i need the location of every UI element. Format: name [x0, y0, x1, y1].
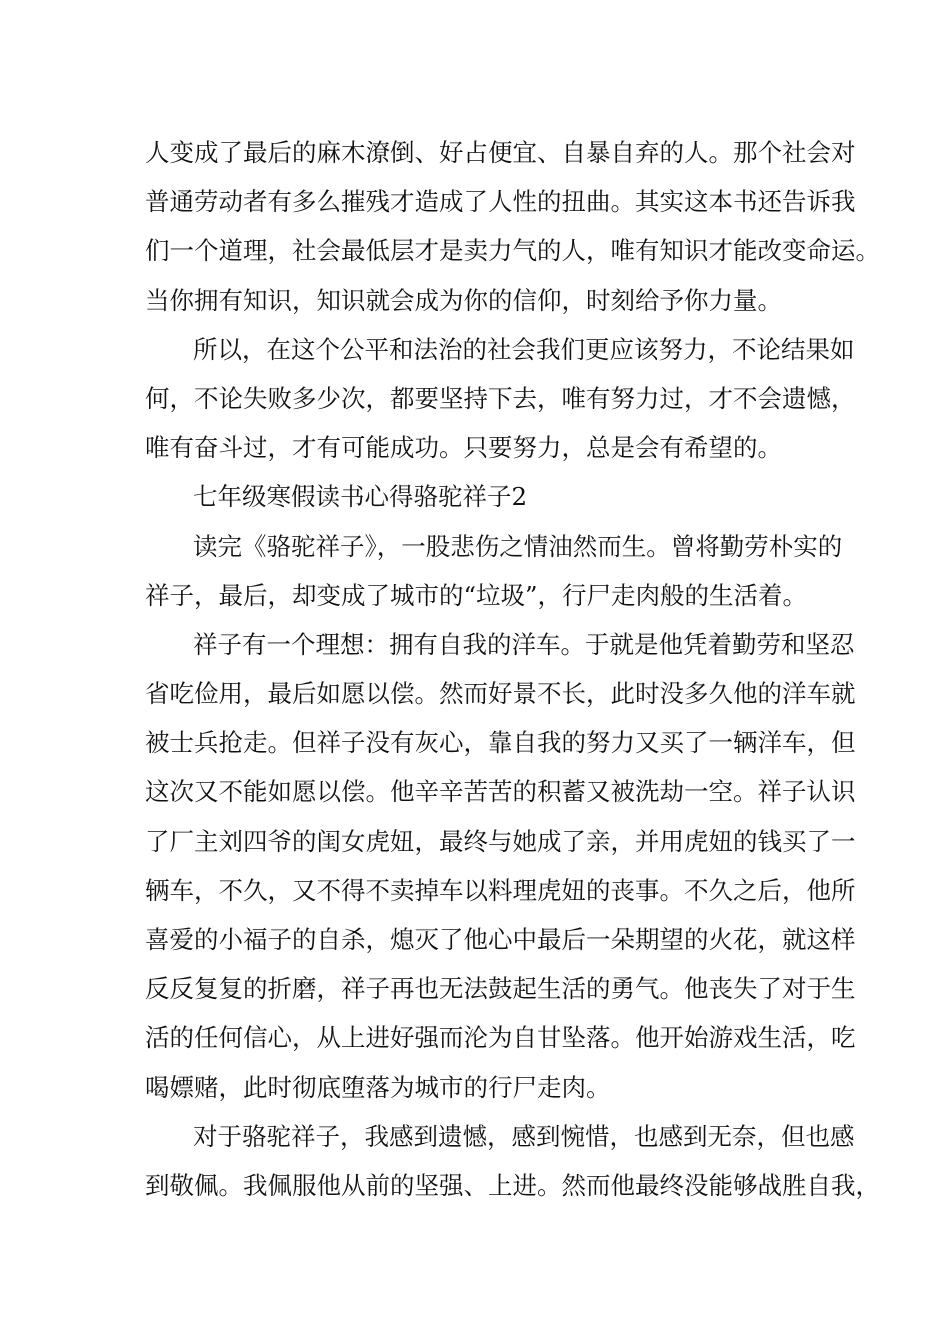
- paragraph-first-line: 对于骆驼祥子，我感到遗憾，感到惋惜，也感到无奈，但也感: [193, 1121, 855, 1151]
- text-line: 这次又不能如愿以偿。他辛辛苦苦的积蓄又被洗劫一空。祥子认识: [145, 777, 856, 807]
- text-line: 当你拥有知识，知识就会成为你的信仰，时刻给予你力量。: [145, 285, 782, 315]
- text-line: 反反复复的折磨，祥子再也无法鼓起生活的勇气。他丧失了对于生: [145, 974, 856, 1004]
- text-line: 人变成了最后的麻木潦倒、好占便宜、自暴自弃的人。那个社会对: [145, 138, 856, 167]
- text-line: 唯有奋斗过，才有可能成功。只要努力，总是会有希望的。: [145, 433, 782, 463]
- text-line: 被士兵抢走。但祥子没有灰心，靠自我的努力又买了一辆洋车，但: [145, 728, 856, 758]
- text-line: 辆车，不久，又不得不卖掉车以料理虎妞的丧事。不久之后，他所: [145, 875, 856, 905]
- paragraph-first-line: 读完《骆驼祥子》，一股悲伤之情油然而生。曾将勤劳朴实的: [193, 531, 843, 561]
- text-line: 喝嫖赌，此时彻底堕落为城市的行尸走肉。: [145, 1072, 611, 1102]
- paragraph-first-line: 祥子有一个理想：拥有自我的洋车。于就是他凭着勤劳和坚忍: [193, 629, 855, 659]
- text-line: 到敬佩。我佩服他从前的坚强、上进。然而他最终没能够战胜自我，: [145, 1170, 880, 1200]
- text-line: 省吃俭用，最后如愿以偿。然而好景不长，此时没多久他的洋车就: [145, 679, 856, 709]
- paragraph-first-line: 所以，在这个公平和法治的社会我们更应该努力，不论结果如: [193, 334, 855, 364]
- text-line: 喜爱的小福子的自杀，熄灭了他心中最后一朵期望的火花，就这样: [145, 925, 856, 954]
- text-line: 活的任何信心，从上进好强而沦为自甘坠落。他开始游戏生活，吃: [145, 1023, 856, 1053]
- text-line: 们一个道理，社会最低层才是卖力气的人，唯有知识才能改变命运。: [145, 236, 880, 266]
- document-body: [145, 128, 880, 1210]
- text-line: 了厂主刘四爷的闺女虎妞，最终与她成了亲，并用虎妞的钱买了一: [145, 826, 856, 856]
- text-line: 何，不论失败多少次，都要坚持下去，唯有努力过，才不会遗憾，: [145, 383, 856, 413]
- text-line: 祥子，最后，却变成了城市的“垃圾”，行尸走肉般的生活着。: [145, 580, 808, 610]
- section-heading: 七年级寒假读书心得骆驼祥子2: [193, 482, 528, 512]
- text-line: 普通劳动者有多么摧残才造成了人性的扭曲。其实这本书还告诉我: [145, 187, 856, 217]
